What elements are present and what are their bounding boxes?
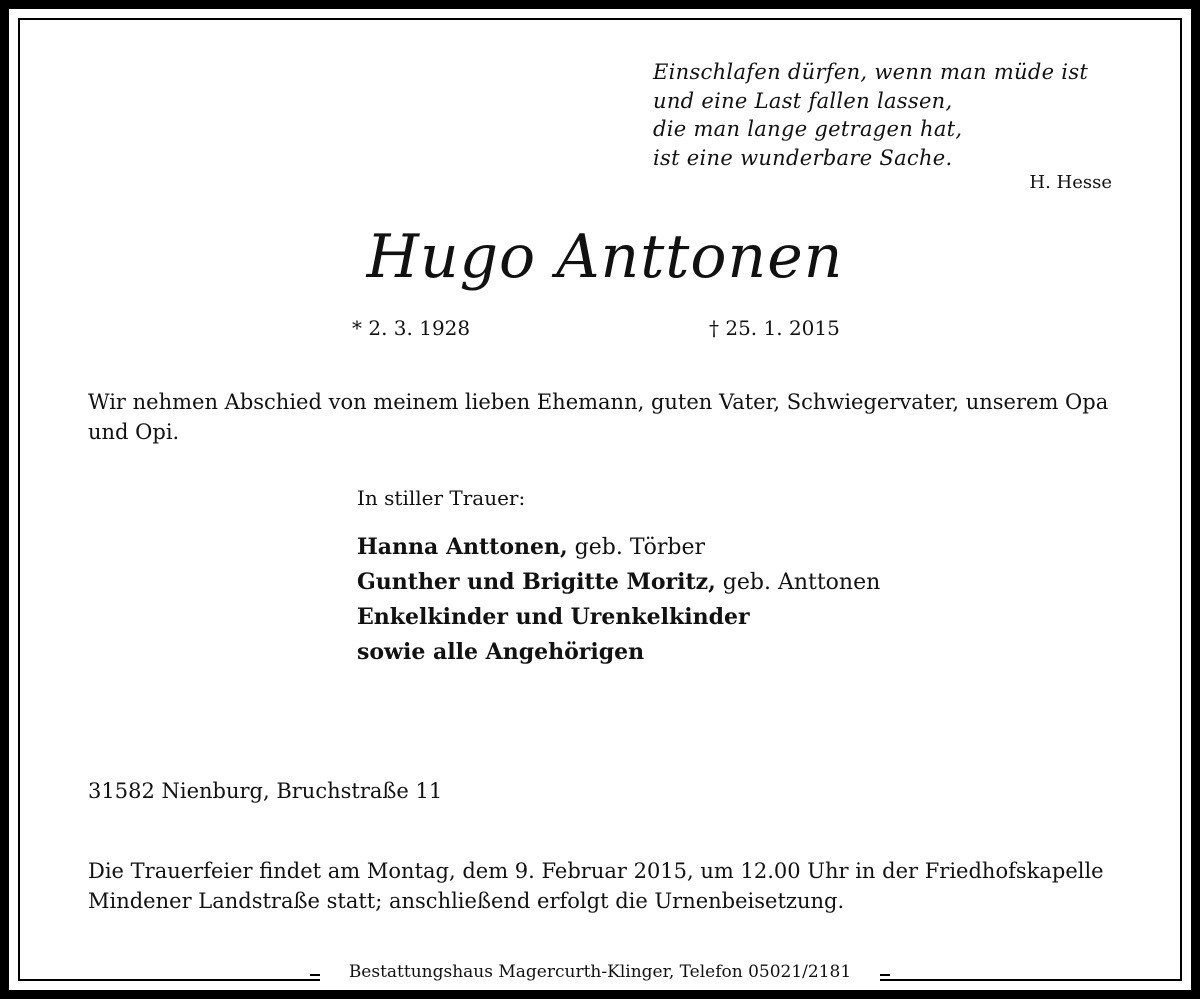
- farewell-text: Wir nehmen Abschied von meinem lieben Ehemann, guten Vater, Schwiegervater, unserem Opa und Opi.: [88, 390, 1109, 444]
- deceased-name: Hugo Anttonen: [366, 222, 844, 292]
- poem-line: die man lange getragen hat,: [653, 117, 963, 141]
- mourner-name: Enkelkinder und Urenkelkinder: [357, 604, 750, 630]
- mourners-list: [357, 530, 880, 670]
- birth-date: * 2. 3. 1928: [352, 316, 471, 340]
- poem-line: Einschlafen dürfen, wenn man müde ist: [653, 60, 1089, 84]
- mourner-name: Hanna Anttonen,: [357, 534, 568, 560]
- poem-quote: [653, 58, 1113, 172]
- mourner-name: sowie alle Angehörigen: [357, 639, 645, 665]
- mourner-entry: [357, 600, 880, 635]
- address: 31582 Nienburg, Bruchstraße 11: [88, 779, 443, 803]
- death-date: † 25. 1. 2015: [709, 316, 840, 340]
- funeral-home-footer: Bestattungshaus Magercurth-Klinger, Telefon 05021/2181: [320, 962, 880, 982]
- mourner-maiden-name: geb. Anttonen: [715, 570, 881, 595]
- mourner-entry: [357, 530, 880, 565]
- poem-line: ist eine wunderbare Sache.: [653, 145, 953, 170]
- ceremony-text: Die Trauerfeier findet am Montag, dem 9. Februar 2015, um 12.00 Uhr in der Friedhofskapelle Mindener Landstraße statt; anschließend erfolgt die Urnenbeisetzung.: [88, 859, 1104, 913]
- mourning-intro: In stiller Trauer:: [357, 486, 526, 510]
- mourner-maiden-name: geb. Törber: [567, 535, 706, 560]
- poem-author: H. Hesse: [1029, 172, 1112, 193]
- mourner-entry: [357, 565, 880, 600]
- mourner-entry: [357, 635, 880, 670]
- poem-line: und eine Last fallen lassen,: [653, 88, 953, 113]
- mourner-name: Gunther und Brigitte Moritz,: [357, 569, 716, 595]
